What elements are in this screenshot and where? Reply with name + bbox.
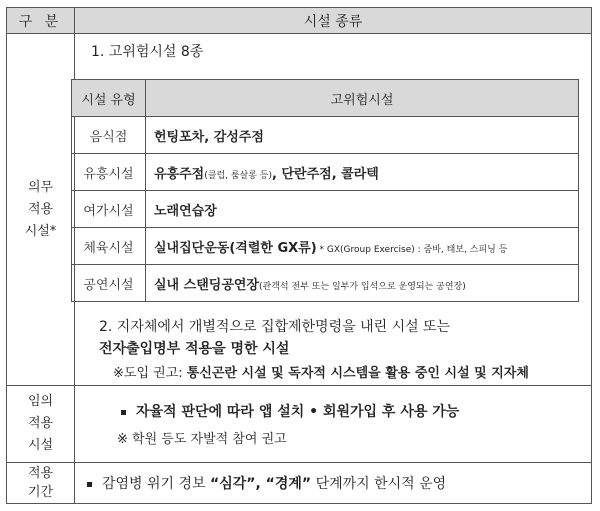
bullet-icon [87,482,92,487]
section1-title [91,41,203,61]
header-facility-type: 시설 종류 [303,13,363,30]
section2-line1: 2. 지자체에서 개별적으로 집합제한명령을 내린 시설 또는 [99,319,451,335]
voluntary-line1 [121,401,459,421]
row-facility [146,265,579,302]
divider [7,462,591,463]
policy-table [6,7,592,504]
period-text-c: 단계까지 한시적 운영 [311,476,447,492]
row-facility [146,117,579,154]
row-type: 공연시설 [72,265,146,302]
recommend-note [113,362,529,381]
table-row [72,228,579,265]
row-facility-main: 실내 스탠딩공연장 [154,277,259,293]
high-risk-header-row [72,80,579,117]
row-facility [146,191,579,228]
mandatory-label: 의무 적용 시설* [7,34,75,385]
row-facility-note: (관객석 전부 또는 일부가 입석으로 운영되는 공연장) [259,281,466,292]
row-type: 유흥시설 [72,154,146,191]
row-facility-main: 유흥주점 [154,166,205,182]
col-facility-header: 고위험시설 [146,80,579,117]
section2-line2: 전자출입명부 적용을 명한 시설 [99,341,290,357]
period-text [87,473,446,493]
table-row [72,117,579,154]
table-row [72,191,579,228]
row-facility-note: (클럽, 룸살롱 등) [204,170,273,181]
row-facility-main2: , 단란주점, 콜라텍 [272,166,379,182]
header-category: 구 분 [7,8,75,33]
row-facility-main: 실내집단운동(격렬한 GX류) [154,240,317,256]
table-row [72,154,579,191]
voluntary-label: 임의 적용 시설 [7,386,75,462]
recommend-prefix: ※도입 권고: [113,366,187,381]
high-risk-table [71,79,579,302]
bullet-icon [121,410,126,415]
row-facility [146,228,579,265]
recommend-bold: 통신곤란 시설 및 독자적 시스템을 활용 중인 시설 및 지자체 [186,366,529,381]
row-facility-main: 노래연습장 [154,203,217,219]
row-type: 여가시설 [72,191,146,228]
col-type-header: 시설 유형 [72,80,146,117]
divider [7,385,591,386]
period-label: 적용 기간 [7,463,75,503]
row-type: 음식점 [72,117,146,154]
table-row [72,265,579,302]
period-text-b: “심각”, “경계” [210,476,312,492]
row-facility-main: 헌팅포차, 감성주점 [154,129,264,145]
voluntary-line1-text: 자율적 판단에 따라 앱 설치 • 회원가입 후 사용 가능 [136,404,460,420]
section1-title-text: 1. 고위험시설 8종 [91,44,204,60]
period-text-a: 감염병 위기 경보 [102,476,211,492]
row-type: 체육시설 [72,228,146,265]
row-facility [146,154,579,191]
row-facility-note: * GX(Group Exercise) : 줌바, 태보, 스피닝 등 [316,244,508,255]
voluntary-line2: ※ 학원 등도 자발적 참여 권고 [117,432,287,447]
table-header [7,8,591,34]
